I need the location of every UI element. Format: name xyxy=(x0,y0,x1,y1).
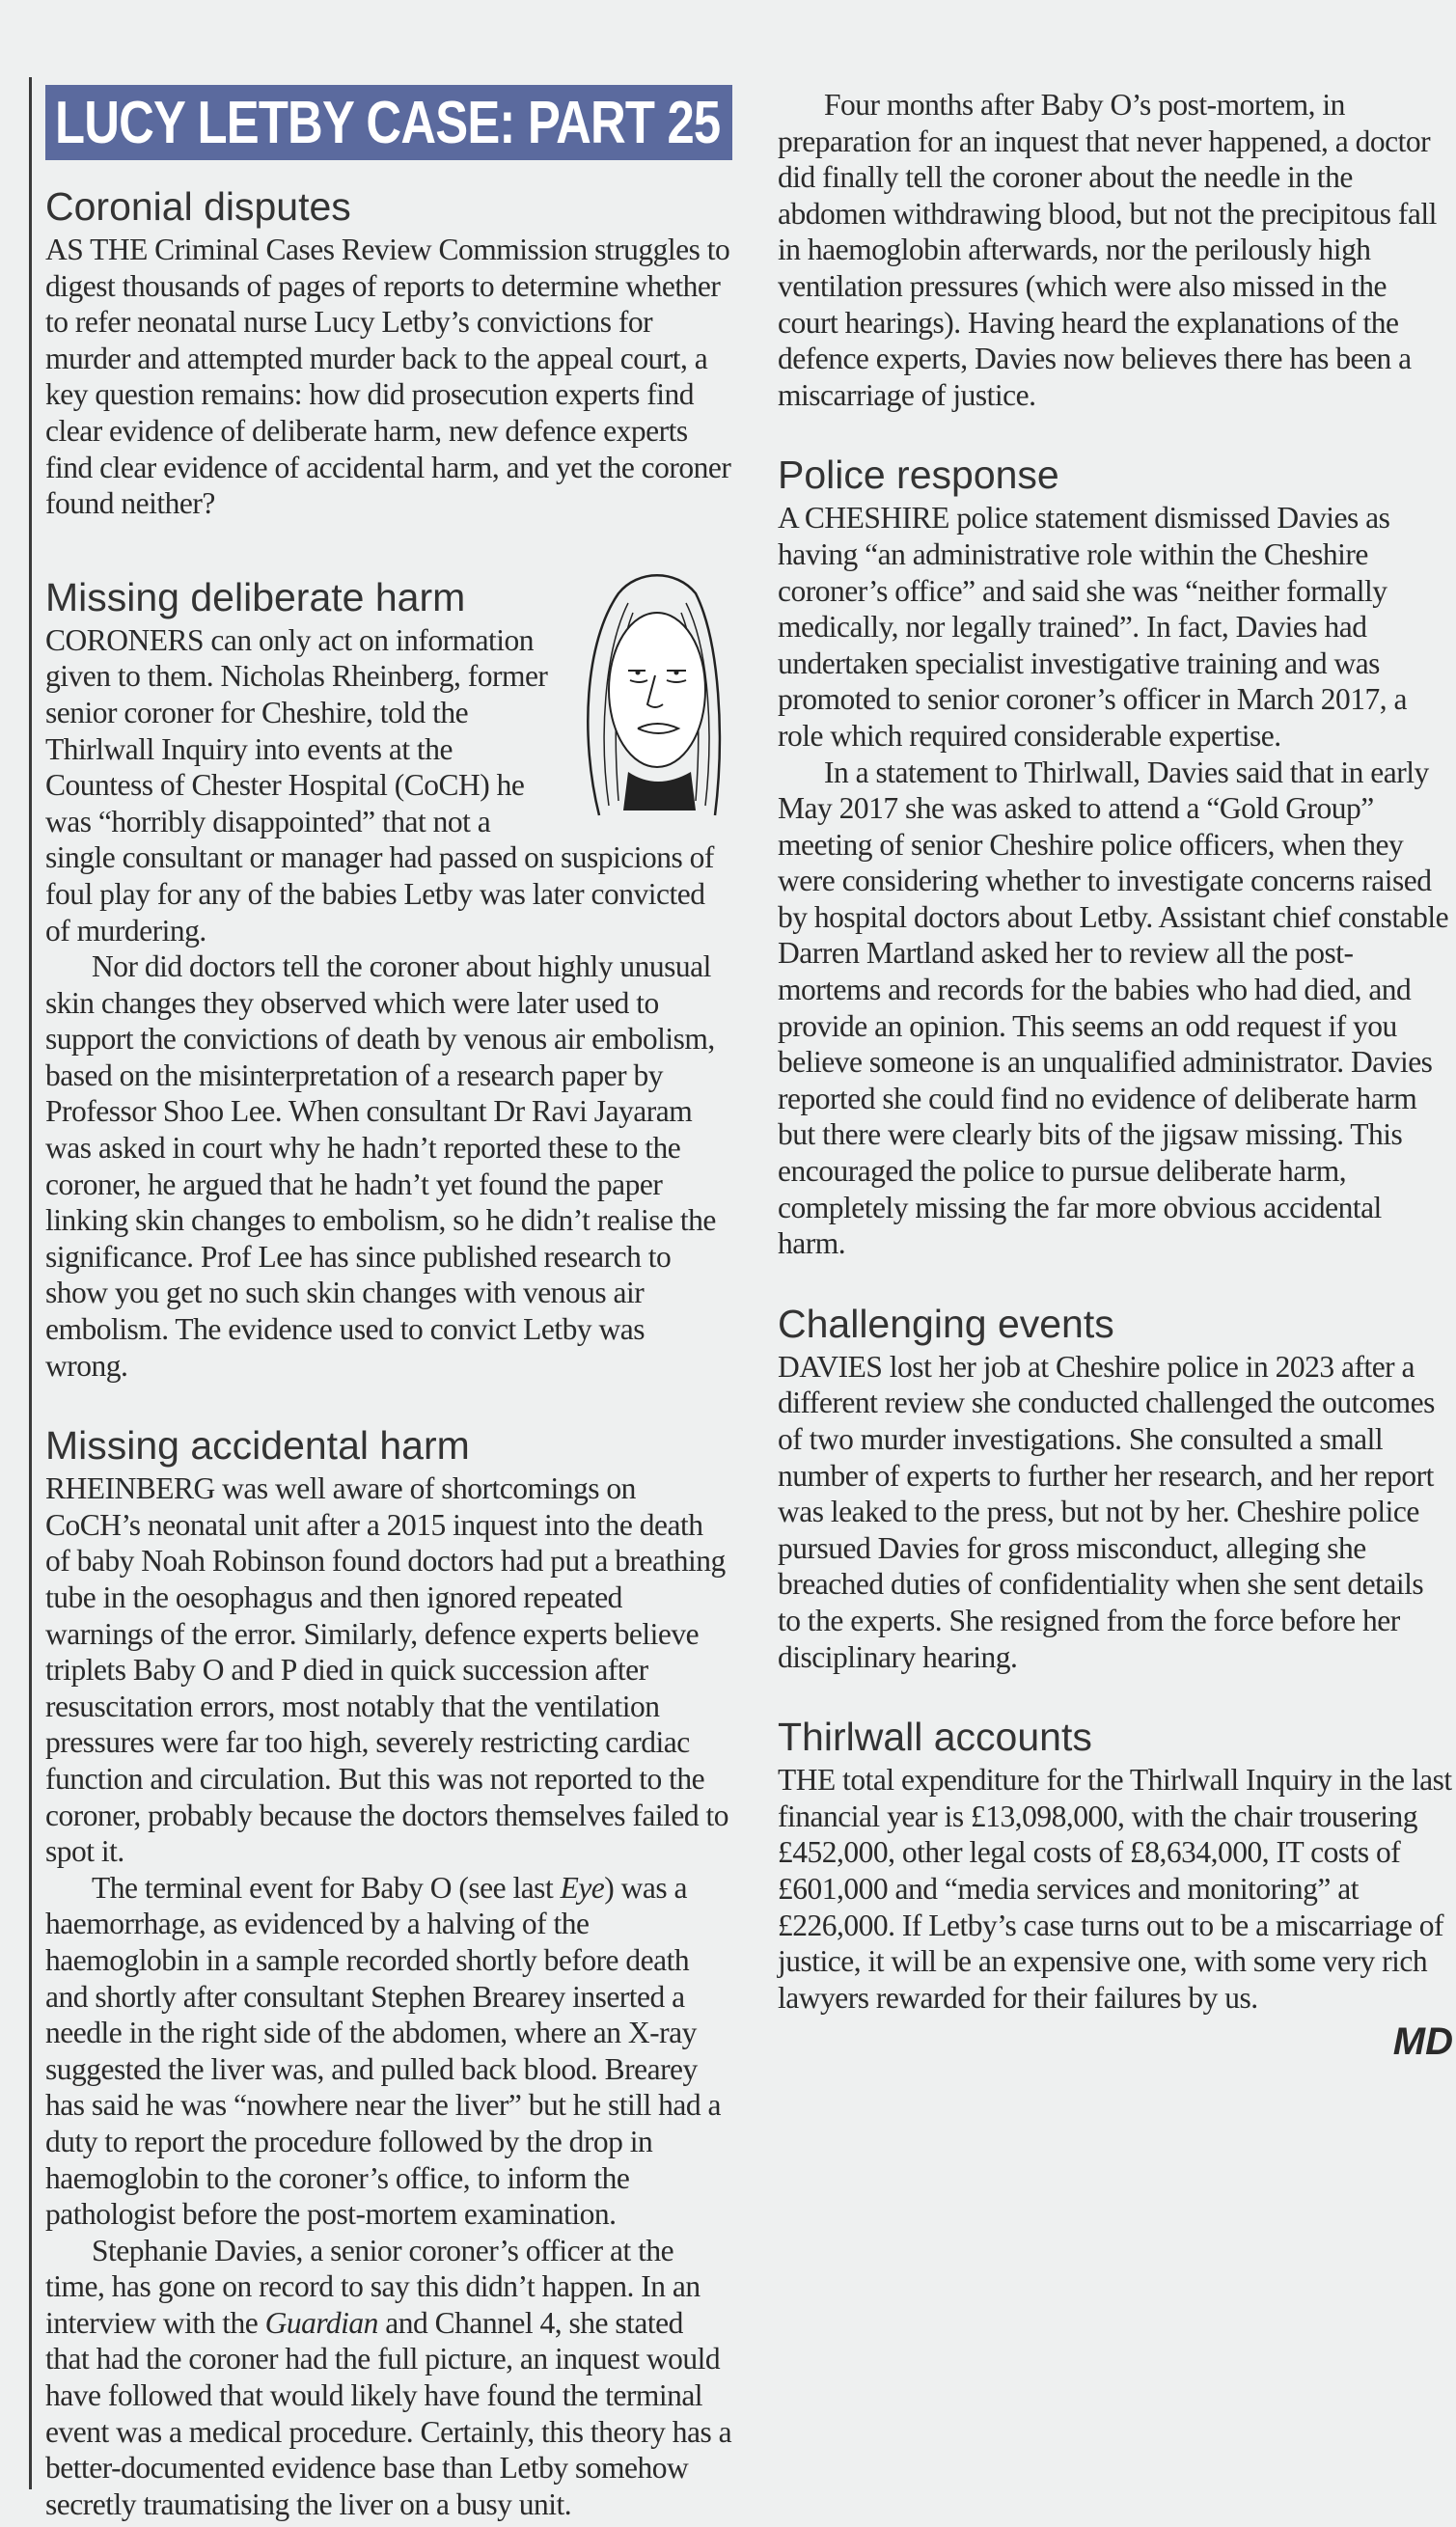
heading-missing-accidental-harm: Missing accidental harm xyxy=(45,1423,470,1469)
heading-police-response: Police response xyxy=(778,453,1059,498)
paragraph: In a statement to Thirlwall, Davies said that in early May 2017 she was asked to attend a “Gold Group” meeting of senior Cheshire police officers, when they were considering whether to investigate concerns raised by hospital doctors about Letby. Assistant chief constable Darren Martland asked her to review all the post-mortems and records for the babies who had died, and provide an opinion. This seems an odd request if you believe someone is an unqualified administrator. Davies reported she could find no evidence of deliberate harm but there were clearly bits of the jigsaw missing. This encouraged the police to pursue deliberate harm, completely missing the far more obvious accidental harm. xyxy=(778,755,1449,1261)
text: The terminal event for Baby O (see last xyxy=(92,1870,561,1905)
publication-name: Eye xyxy=(560,1870,605,1905)
paragraph: Nor did doctors tell the coroner about highly unusual skin changes they observed which were later used to support the convictions of death by venous air embolism, based on the misinterpretation of a research paper by Professor Shoo Lee. When consultant Dr Ravi Jayaram was asked in court why he hadn’t reported these to the coroner, he argued that he hadn’t yet found the paper linking skin changes to embolism, so he didn’t realise the significance. Prof Lee has since published research to show you get no such skin changes with venous air embolism. The evidence used to convict Letby was wrong. xyxy=(45,949,716,1383)
caricature-illustration xyxy=(561,564,732,827)
byline: MD xyxy=(1392,2020,1453,2064)
heading-missing-deliberate-harm: Missing deliberate harm xyxy=(45,574,466,619)
paragraph: Four months after Baby O’s post-mortem, in preparation for an inquest that never happened, a doctor did finally tell the coroner about the needle in the abdomen withdrawing blood, but not the precipitous fall in haemoglobin afterwards, nor the perilously high ventilation pressures (which were also missed in the court hearings). Having heard the explanations of the defence experts, Davies now believes there has been a miscarriage of justice. xyxy=(778,88,1437,412)
heading-thirlwall-accounts: Thirlwall accounts xyxy=(778,1715,1092,1760)
publication-name: Guardian xyxy=(264,2305,378,2340)
heading-coronial-disputes: Coronial disputes xyxy=(45,184,351,229)
article-banner xyxy=(45,85,732,160)
paragraph: CORONERS can only act on information given to them. Nicholas Rheinberg, former senior coroner for Cheshire, told the Thirlwall Inquiry into events at the Countess of Chester Hospital (CoCH) he was “horribly disappointed” that not a single consultant or manager had passed on suspicions of foul play for any of the babies Letby was later convicted of murdering. xyxy=(45,622,714,948)
text: Stephanie Davies, a senior coroner’s officer at the time, has gone on record to say this didn’t happen. In an interview with the xyxy=(45,2233,701,2340)
text: and Channel 4, she stated that had the coroner had the full picture, an inquest would have followed that would likely have found the terminal event was a medical procedure. Certainly, this theory has a better-documented evidence base than Letby somehow secretly traumatising the liver on a busy unit. xyxy=(45,2305,732,2521)
paragraph: RHEINBERG was well aware of shortcomings on CoCH’s neonatal unit after a 2015 inquest into the death of baby Noah Robinson found doctors had put a breathing tube in the oesophagus and then ignored repeated warnings of the error. Similarly, defence experts believe triplets Baby O and P died in quick succession after resuscitation errors, most notably that the ventilation pressures were far too high, severely restricting cardiac function and circulation. But this was not reported to the coroner, probably because the doctors themselves failed to spot it. xyxy=(45,1471,728,1869)
paragraph: THE total expenditure for the Thirlwall Inquiry in the last financial year is £13,098,000, with the chair trousering £452,000, other legal costs of £8,634,000, IT costs of £601,000 and “media services and monitoring” at £226,000. If Letby’s case turns out to be a miscarriage of justice, it will be an expensive one, with some very rich lawyers rewarded for their failures by us. xyxy=(778,1763,1452,2015)
paragraph xyxy=(45,1870,732,2233)
right-column xyxy=(778,87,1453,2064)
left-column xyxy=(45,85,732,2522)
paragraph: DAVIES lost her job at Cheshire police in 2023 after a different review she conducted challenged the outcomes of two murder investigations. She consulted a small number of experts to further her research, and her report was leaked to the press, but not by her. Cheshire police pursued Davies for gross misconduct, alleging she breached duties of confidentiality when she sent details to the experts. She resigned from the force before her disciplinary hearing. xyxy=(778,1349,1435,1674)
paragraph: A CHESHIRE police statement dismissed Davies as having “an administrative role within the Cheshire coroner’s office” and said she was “neither formally medically, nor legally trained”. In fact, Davies had undertaken specialist investigative training and was promoted to senior coroner’s officer in March 2017, a role which required considerable expertise. xyxy=(778,501,1408,753)
banner-title: LUCY LETBY CASE: PART 25 xyxy=(55,89,721,156)
heading-challenging-events: Challenging events xyxy=(778,1301,1114,1346)
paragraph: AS THE Criminal Cases Review Commission struggles to digest thousands of pages of reports to determine whether to refer neonatal nurse Lucy Letby’s convictions for murder and attempted murder back to the appeal court, a key question remains: how did prosecution experts find clear evidence of deliberate harm, new defence experts find clear evidence of accidental harm, and yet the coroner found neither? xyxy=(45,233,731,521)
column-rule xyxy=(29,77,32,2489)
paragraph xyxy=(45,2233,732,2523)
text: ) was a haemorrhage, as evidenced by a halving of the haemoglobin in a sample recorded shortly before death and shortly after consultant Stephen Brearey inserted a needle in the right side of the abdomen, where an X-ray suggested the liver was, and pulled back blood. Brearey has said he was “nowhere near the liver” but he still had a duty to report the procedure followed by the drop in haemoglobin to the coroner’s office, to inform the pathologist before the post-mortem examination. xyxy=(45,1870,721,2232)
